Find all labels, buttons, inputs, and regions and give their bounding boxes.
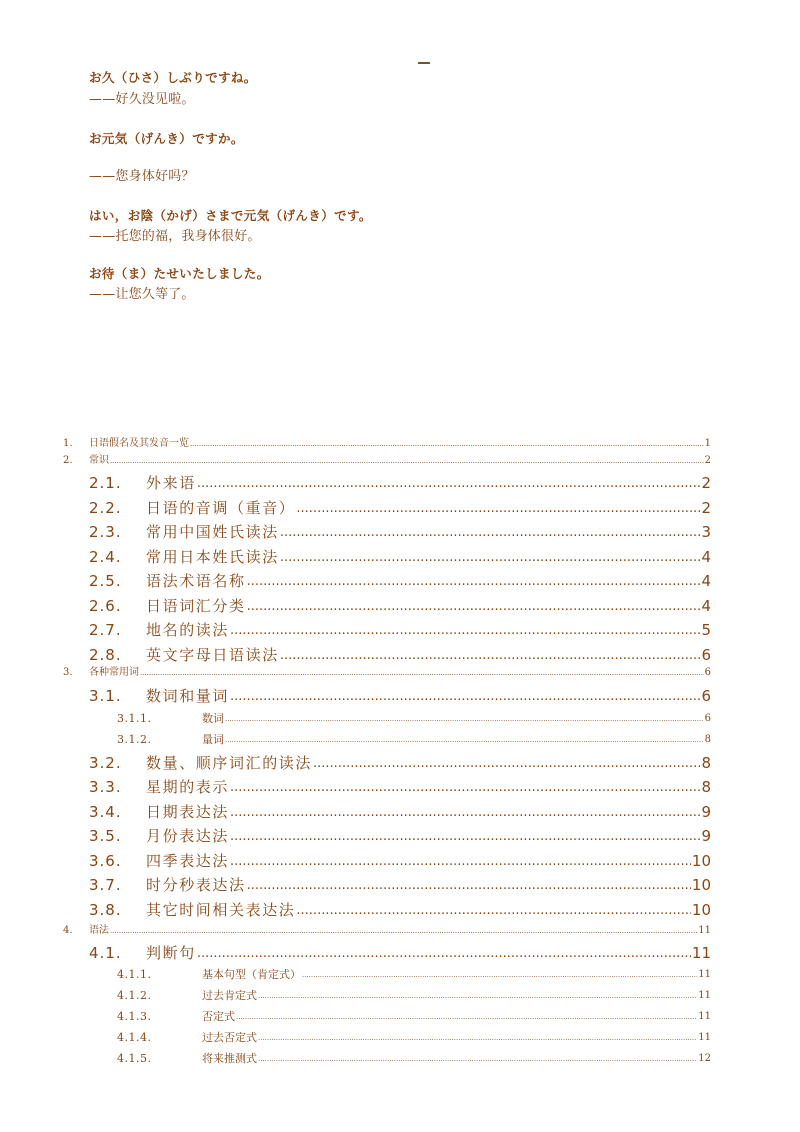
toc-page: 11 bbox=[698, 969, 711, 980]
toc-entry[interactable] bbox=[89, 597, 711, 616]
toc-number: 3.1.2. bbox=[117, 733, 152, 746]
toc-title: 外来语 bbox=[146, 474, 196, 492]
dialog-jp-4: お待（ま）たせいたしました。 bbox=[89, 266, 270, 281]
toc-leader bbox=[280, 523, 701, 542]
toc-entry[interactable] bbox=[89, 687, 711, 706]
toc-number: 2.2. bbox=[89, 499, 122, 517]
toc-entry[interactable] bbox=[117, 712, 711, 726]
toc-number: 3.2. bbox=[89, 754, 122, 772]
toc-title: 其它时间相关表达法 bbox=[146, 901, 296, 919]
toc-title: 否定式 bbox=[202, 1010, 235, 1023]
toc-entry[interactable] bbox=[89, 474, 711, 493]
toc-page: 9 bbox=[701, 827, 711, 845]
toc-entry[interactable] bbox=[63, 438, 711, 450]
toc-entry[interactable] bbox=[89, 852, 711, 871]
toc-title: 四季表达法 bbox=[146, 852, 230, 870]
toc-number: 4.1.5. bbox=[117, 1052, 152, 1065]
toc-entry[interactable] bbox=[63, 455, 711, 467]
toc-page: 1 bbox=[704, 438, 711, 449]
toc-entry[interactable] bbox=[117, 989, 711, 1003]
toc-title: 量词 bbox=[202, 733, 224, 746]
toc-page: 2 bbox=[701, 499, 711, 517]
toc-number: 3.6. bbox=[89, 852, 122, 870]
toc-leader bbox=[247, 597, 701, 616]
toc-entry[interactable] bbox=[89, 827, 711, 846]
toc-leader bbox=[230, 803, 700, 822]
toc-title: 日语假名及其发音一览 bbox=[89, 438, 189, 449]
toc-leader bbox=[258, 1052, 697, 1066]
toc-page: 9 bbox=[701, 803, 711, 821]
toc-leader bbox=[296, 499, 700, 518]
toc-entry[interactable] bbox=[89, 523, 711, 542]
dialog-cn-2: ——您身体好吗？ bbox=[89, 169, 195, 184]
toc-page: 11 bbox=[691, 944, 711, 962]
toc-number: 2.3. bbox=[89, 523, 122, 541]
toc-entry[interactable] bbox=[117, 733, 711, 747]
toc-leader bbox=[230, 827, 700, 846]
toc-title: 月份表达法 bbox=[146, 827, 230, 845]
toc-number: 3.4. bbox=[89, 803, 122, 821]
toc-leader bbox=[197, 944, 691, 963]
toc-page: 10 bbox=[691, 901, 711, 919]
toc-number: 3.1.1. bbox=[117, 712, 152, 725]
toc-page: 3 bbox=[701, 523, 711, 541]
toc-entry[interactable] bbox=[89, 646, 711, 665]
toc-number: 3. bbox=[63, 667, 73, 678]
toc-page: 10 bbox=[691, 876, 711, 894]
toc-entry[interactable] bbox=[89, 572, 711, 591]
toc-number: 2. bbox=[63, 455, 73, 466]
toc-title: 地名的读法 bbox=[146, 621, 230, 639]
toc-title: 各种常用词 bbox=[89, 667, 139, 678]
toc-leader bbox=[313, 754, 700, 773]
toc-entry[interactable] bbox=[117, 968, 711, 982]
toc-title: 日语的音调（重音） bbox=[146, 499, 296, 517]
toc-number: 4. bbox=[63, 925, 73, 936]
toc-page: 2 bbox=[704, 455, 711, 466]
toc-entry[interactable] bbox=[117, 1052, 711, 1066]
toc-title: 日语词汇分类 bbox=[146, 597, 246, 615]
toc-leader bbox=[230, 778, 700, 797]
toc-title: 过去否定式 bbox=[202, 1031, 257, 1044]
dialog-cn-4: ——让您久等了。 bbox=[89, 287, 195, 302]
toc-number: 2.1. bbox=[89, 474, 122, 492]
toc-title: 数量、顺序词汇的读法 bbox=[146, 754, 313, 772]
toc-title: 过去肯定式 bbox=[202, 989, 257, 1002]
toc-title: 常识 bbox=[89, 455, 109, 466]
toc-entry[interactable] bbox=[63, 667, 711, 679]
toc-leader bbox=[225, 733, 704, 747]
toc-entry[interactable] bbox=[89, 944, 711, 963]
toc-page: 12 bbox=[698, 1053, 711, 1064]
toc-title: 基本句型（肯定式） bbox=[202, 968, 301, 981]
toc-entry[interactable] bbox=[89, 754, 711, 773]
toc-entry[interactable] bbox=[89, 901, 711, 920]
dialog-cn-1: ——好久没见啦。 bbox=[89, 92, 195, 107]
toc-number: 3.8. bbox=[89, 901, 122, 919]
toc-leader bbox=[230, 852, 691, 871]
toc-page: 8 bbox=[704, 734, 711, 745]
toc-entry[interactable] bbox=[89, 876, 711, 895]
toc-page: 8 bbox=[701, 754, 711, 772]
toc-entry[interactable] bbox=[89, 621, 711, 640]
toc-leader bbox=[296, 901, 691, 920]
toc-leader bbox=[302, 968, 697, 982]
toc-page: 2 bbox=[701, 474, 711, 492]
toc-page: 8 bbox=[701, 778, 711, 796]
toc-number: 2.6. bbox=[89, 597, 122, 615]
toc-page: 11 bbox=[698, 990, 711, 1001]
toc-leader bbox=[230, 687, 700, 706]
toc-title: 将来推测式 bbox=[202, 1052, 257, 1065]
toc-title: 判断句 bbox=[146, 944, 196, 962]
toc-number: 4.1.3. bbox=[117, 1010, 152, 1023]
toc-page: 6 bbox=[704, 713, 711, 724]
toc-number: 2.8. bbox=[89, 646, 122, 664]
toc-leader bbox=[197, 474, 701, 493]
toc-leader bbox=[190, 438, 704, 450]
toc-page: 11 bbox=[698, 1011, 711, 1022]
toc-page: 6 bbox=[704, 667, 711, 678]
toc-entry[interactable] bbox=[89, 803, 711, 822]
toc-title: 常用中国姓氏读法 bbox=[146, 523, 279, 541]
toc-entry[interactable] bbox=[117, 1010, 711, 1024]
toc-entry[interactable] bbox=[89, 499, 711, 518]
toc-title: 语法术语名称 bbox=[146, 572, 246, 590]
toc-leader bbox=[247, 572, 701, 591]
toc-leader bbox=[140, 667, 704, 679]
toc-leader bbox=[225, 712, 704, 726]
toc-leader bbox=[236, 1010, 697, 1024]
toc-page: 5 bbox=[701, 621, 711, 639]
toc-page: 4 bbox=[701, 548, 711, 566]
toc-page: 11 bbox=[698, 1032, 711, 1043]
toc-number: 4.1.2. bbox=[117, 989, 152, 1002]
toc-number: 3.5. bbox=[89, 827, 122, 845]
dialog-jp-3: はい，お陰（かげ）さまで元気（げんき）です。 bbox=[89, 208, 372, 223]
toc-entry[interactable] bbox=[89, 548, 711, 567]
toc-leader bbox=[230, 621, 700, 640]
toc-title: 常用日本姓氏读法 bbox=[146, 548, 279, 566]
dialog-jp-2: お元気（げんき）ですか。 bbox=[89, 131, 244, 146]
toc-title: 语法 bbox=[89, 925, 109, 936]
toc-number: 1. bbox=[63, 438, 73, 449]
toc-page: 10 bbox=[691, 852, 711, 870]
toc-number: 2.7. bbox=[89, 621, 122, 639]
toc-page: 6 bbox=[701, 687, 711, 705]
header-mark bbox=[418, 62, 430, 64]
toc-page: 6 bbox=[701, 646, 711, 664]
toc-leader bbox=[280, 646, 701, 665]
toc-leader bbox=[247, 876, 691, 895]
toc-title: 英文字母日语读法 bbox=[146, 646, 279, 664]
toc-number: 3.1. bbox=[89, 687, 122, 705]
toc-title: 数词和量词 bbox=[146, 687, 230, 705]
toc-entry[interactable] bbox=[117, 1031, 711, 1045]
toc-leader bbox=[280, 548, 701, 567]
toc-title: 星期的表示 bbox=[146, 778, 230, 796]
toc-number: 3.3. bbox=[89, 778, 122, 796]
toc-title: 日期表达法 bbox=[146, 803, 230, 821]
toc-number: 4.1. bbox=[89, 944, 122, 962]
toc-entry[interactable] bbox=[89, 778, 711, 797]
toc-leader bbox=[110, 925, 697, 937]
toc-number: 2.5. bbox=[89, 572, 122, 590]
toc-title: 时分秒表达法 bbox=[146, 876, 246, 894]
dialog-cn-3: ——托您的福，我身体很好。 bbox=[89, 229, 261, 244]
toc-number: 4.1.1. bbox=[117, 968, 152, 981]
toc-leader bbox=[110, 455, 704, 467]
toc-page: 11 bbox=[698, 925, 711, 936]
toc-page: 4 bbox=[701, 572, 711, 590]
dialog-jp-1: お久（ひさ）しぶりですね。 bbox=[89, 70, 257, 85]
toc-title: 数词 bbox=[202, 712, 224, 725]
toc-leader bbox=[258, 989, 697, 1003]
toc-leader bbox=[258, 1031, 697, 1045]
toc-number: 3.7. bbox=[89, 876, 122, 894]
toc-number: 2.4. bbox=[89, 548, 122, 566]
toc-page: 4 bbox=[701, 597, 711, 615]
toc-entry[interactable] bbox=[63, 925, 711, 937]
toc-number: 4.1.4. bbox=[117, 1031, 152, 1044]
